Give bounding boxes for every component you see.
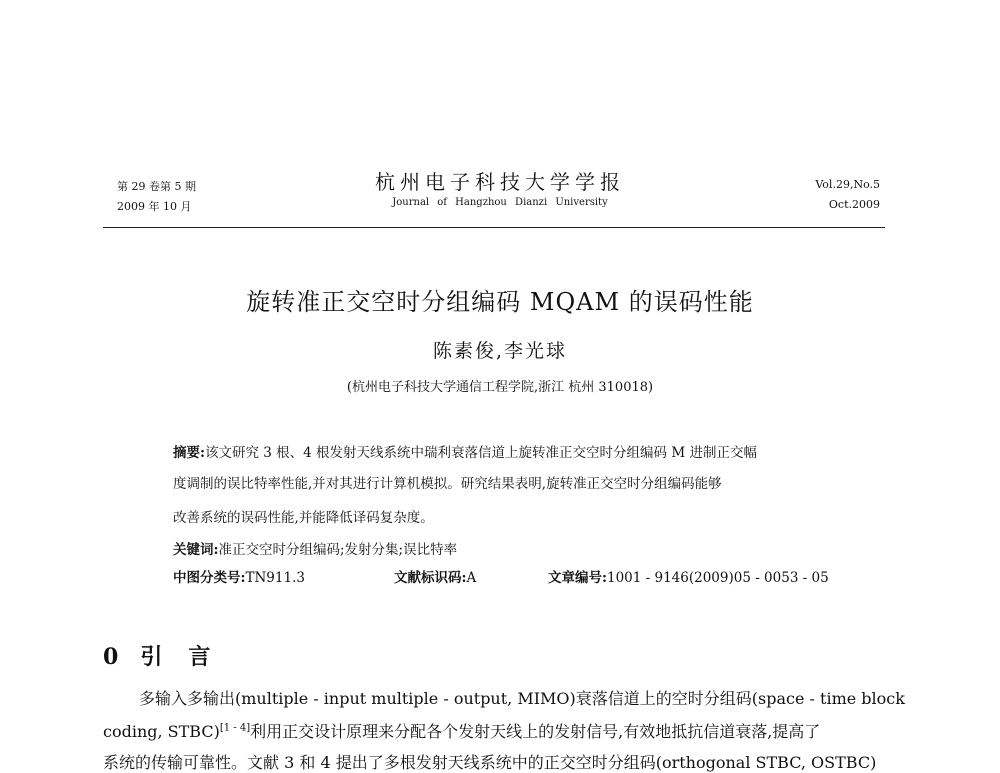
- clc-label: 中图分类号:: [173, 570, 246, 586]
- article-affiliation: (杭州电子科技大学通信工程学院,浙江 杭州 310018): [346, 380, 654, 395]
- keywords-label: 关键词:: [173, 542, 219, 558]
- keywords-line: [173, 538, 457, 558]
- doc-label: 文献标识码:: [394, 570, 467, 586]
- abstract-text-1: 该文研究 3 根、4 根发射天线系统中瑞利衰落信道上旋转准正交空时分组编码 M 进制正交幅: [204, 445, 757, 461]
- doc-value: A: [466, 570, 477, 586]
- article-authors: 陈素俊,李光球: [432, 340, 568, 362]
- date-en: Oct.2009: [828, 198, 880, 211]
- abstract-label: 摘要:: [173, 445, 205, 461]
- volume-issue-cn: 第 29 卷第 5 期: [117, 180, 196, 193]
- article-number-label: 文章编号:: [548, 570, 607, 586]
- journal-title-en: Journal of Hangzhou Dianzi University: [392, 197, 608, 208]
- article-title: 旋转准正交空时分组编码 MQAM 的误码性能: [246, 288, 754, 316]
- header-rule: [103, 227, 885, 228]
- citation-ref: [1 - 4]: [219, 722, 251, 734]
- article-number: [548, 566, 829, 586]
- article-number-value: 1001 - 9146(2009)05 - 0053 - 05: [606, 570, 829, 586]
- body-line-2-start: coding, STBC): [103, 722, 220, 741]
- section-title: 引言: [140, 644, 237, 670]
- body-line-2: [103, 719, 885, 742]
- abstract-line-1: [173, 441, 757, 461]
- section-number: 0: [103, 644, 119, 670]
- body-line-1: 多输入多输出(multiple - input multiple - output, MIMO)衰落信道上的空时分组码(space - time block: [139, 689, 905, 708]
- body-line-3: 系统的传输可靠性。文献 3 和 4 提出了多根发射天线系统中的正交空时分组码(orthogonal STBC, OSTBC): [103, 753, 877, 772]
- keywords-text: 准正交空时分组编码;发射分集;误比特率: [218, 542, 458, 558]
- journal-title-cn: 杭州电子科技大学学报: [375, 170, 625, 194]
- abstract-line-3: 改善系统的误码性能,并能降低译码复杂度。: [173, 510, 434, 526]
- volume-issue-en: Vol.29,No.5: [815, 178, 880, 191]
- body-line-2-end: 利用正交设计原理来分配各个发射天线上的发射信号,有效地抵抗信道衰落,提高了: [250, 722, 821, 741]
- date-cn: 2009 年 10 月: [117, 200, 192, 213]
- abstract-line-2: 度调制的误比特率性能,并对其进行计算机模拟。研究结果表明,旋转准正交空时分组编码能够: [173, 476, 722, 492]
- clc-value: TN911.3: [245, 570, 305, 586]
- clc-number: [173, 566, 305, 586]
- document-code: [394, 566, 476, 586]
- section-heading: [103, 640, 236, 671]
